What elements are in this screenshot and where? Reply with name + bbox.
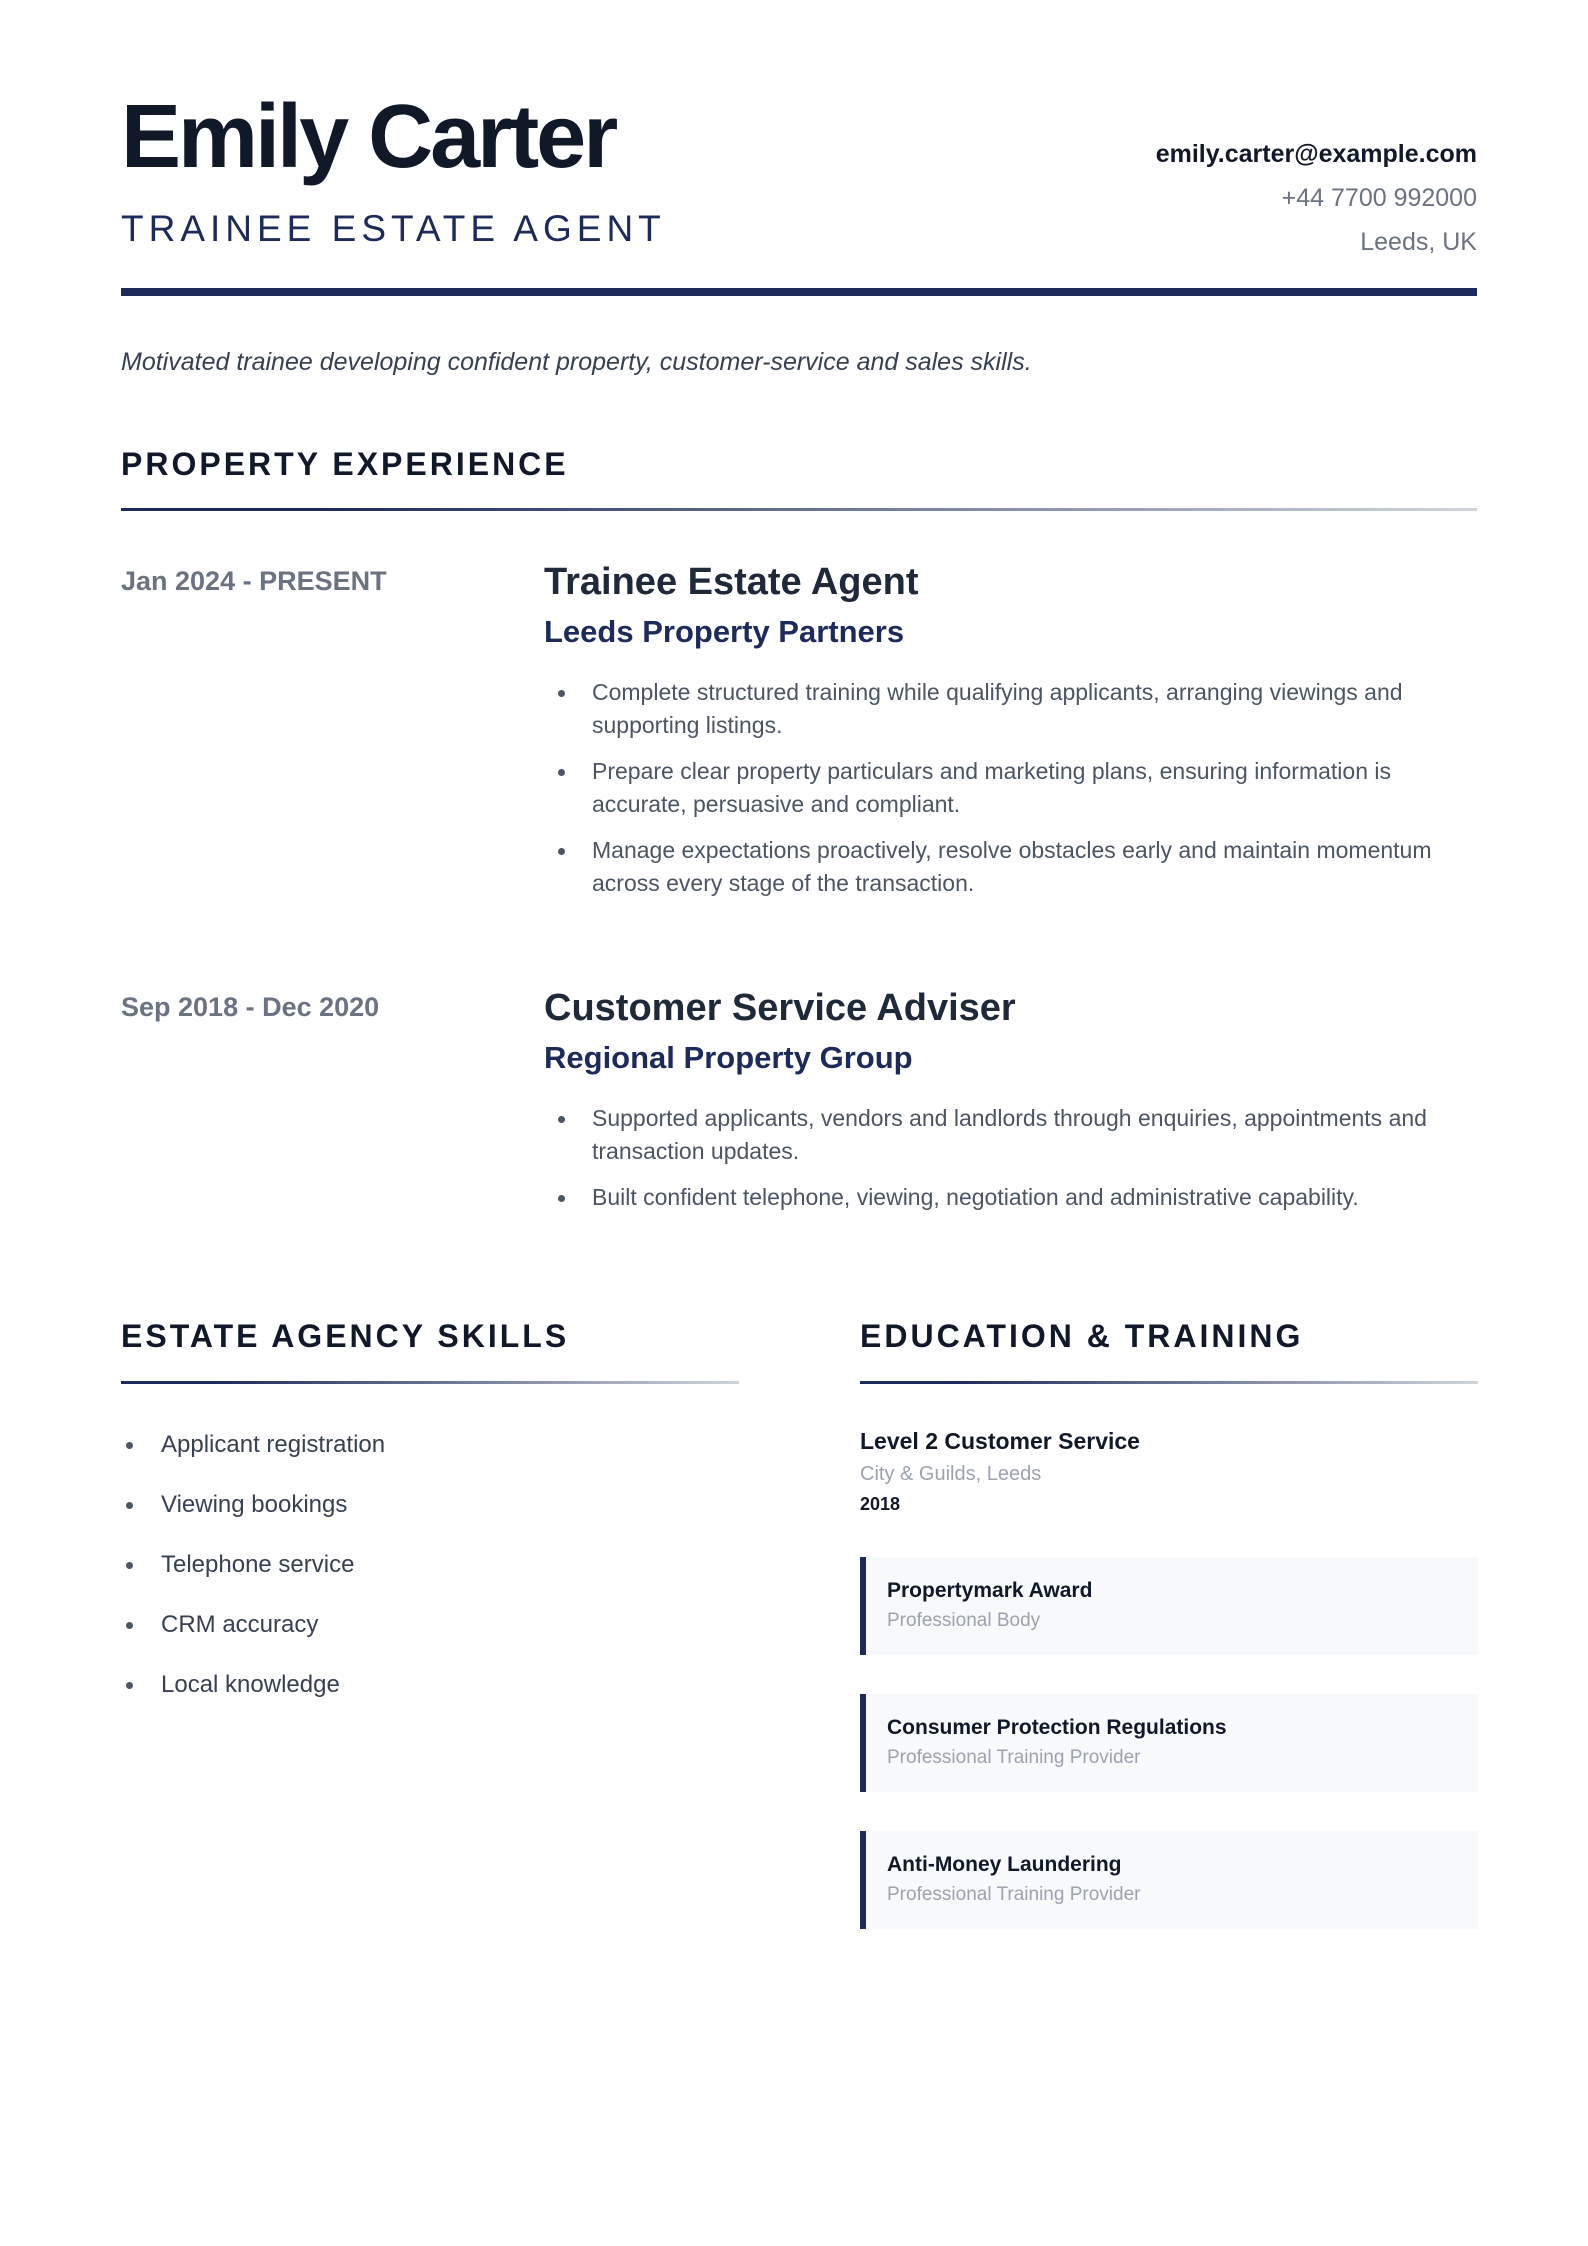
job-dates: Sep 2018 - Dec 2020 bbox=[121, 992, 380, 1022]
section-title-experience: PROPERTY EXPERIENCE bbox=[121, 446, 569, 482]
skills-list bbox=[121, 1430, 739, 1700]
section-divider-education bbox=[860, 1381, 1478, 1384]
resume-header bbox=[121, 0, 1477, 296]
job-title: Customer Service Adviser bbox=[544, 987, 1016, 1029]
section-divider-skills bbox=[121, 1381, 739, 1384]
certification-name: Anti-Money Laundering bbox=[887, 1853, 1122, 1876]
job-bullets bbox=[544, 676, 1477, 900]
candidate-role: TRAINEE ESTATE AGENT bbox=[121, 208, 666, 249]
section-divider-experience bbox=[121, 508, 1477, 511]
certification-card bbox=[860, 1831, 1478, 1929]
job-bullet: Manage expectations proactively, resolve obstacles early and maintain momentum across every stage of the transaction. bbox=[544, 834, 1477, 900]
certification-name: Propertymark Award bbox=[887, 1579, 1093, 1602]
certification-org: Professional Training Provider bbox=[887, 1884, 1141, 1905]
certification-org: Professional Body bbox=[887, 1610, 1041, 1631]
education-name: Level 2 Customer Service bbox=[860, 1428, 1140, 1454]
contact-location: Leeds, UK bbox=[1360, 228, 1477, 256]
certification-org: Professional Training Provider bbox=[887, 1747, 1141, 1768]
skill-item: Telephone service bbox=[121, 1550, 739, 1580]
skill-item: Viewing bookings bbox=[121, 1490, 739, 1520]
contact-block bbox=[1156, 132, 1477, 264]
job-bullet: Complete structured training while qualifying applicants, arranging viewings and supporting listings. bbox=[544, 676, 1477, 742]
job-body bbox=[544, 986, 1477, 1227]
skill-item: CRM accuracy bbox=[121, 1610, 739, 1640]
certification-name: Consumer Protection Regulations bbox=[887, 1716, 1227, 1739]
education-column bbox=[860, 1318, 1478, 1929]
education-institution: City & Guilds, Leeds bbox=[860, 1463, 1042, 1485]
resume-page bbox=[121, 0, 1477, 1905]
section-title-education: EDUCATION & TRAINING bbox=[860, 1318, 1304, 1354]
job-bullet: Supported applicants, vendors and landlords through enquiries, appointments and transaction updates. bbox=[544, 1102, 1477, 1168]
contact-phone: +44 7700 992000 bbox=[1281, 184, 1477, 212]
education-year: 2018 bbox=[860, 1494, 901, 1514]
section-title-skills: ESTATE AGENCY SKILLS bbox=[121, 1318, 570, 1354]
job-dates: Jan 2024 - PRESENT bbox=[121, 566, 387, 596]
job-company: Leeds Property Partners bbox=[544, 613, 905, 649]
certification-card bbox=[860, 1557, 1478, 1655]
skill-item: Applicant registration bbox=[121, 1430, 739, 1460]
certification-card bbox=[860, 1694, 1478, 1792]
contact-email[interactable]: emily.carter@example.com bbox=[1155, 140, 1477, 168]
job-bullet: Built confident telephone, viewing, negotiation and administrative capability. bbox=[544, 1181, 1477, 1214]
skill-item: Local knowledge bbox=[121, 1670, 739, 1700]
candidate-name: Emily Carter bbox=[121, 87, 616, 187]
job-bullets bbox=[544, 1102, 1477, 1214]
education-entry bbox=[860, 1428, 1478, 1515]
skills-column bbox=[121, 1318, 739, 1730]
job-title: Trainee Estate Agent bbox=[544, 561, 919, 603]
job-bullet: Prepare clear property particulars and marketing plans, ensuring information is accurate, persuasive and compliant. bbox=[544, 755, 1477, 821]
job-company: Regional Property Group bbox=[544, 1039, 913, 1075]
header-divider bbox=[121, 288, 1477, 296]
summary: Motivated trainee developing confident property, customer-service and sales skills. bbox=[121, 348, 1032, 376]
job-body bbox=[544, 560, 1477, 913]
